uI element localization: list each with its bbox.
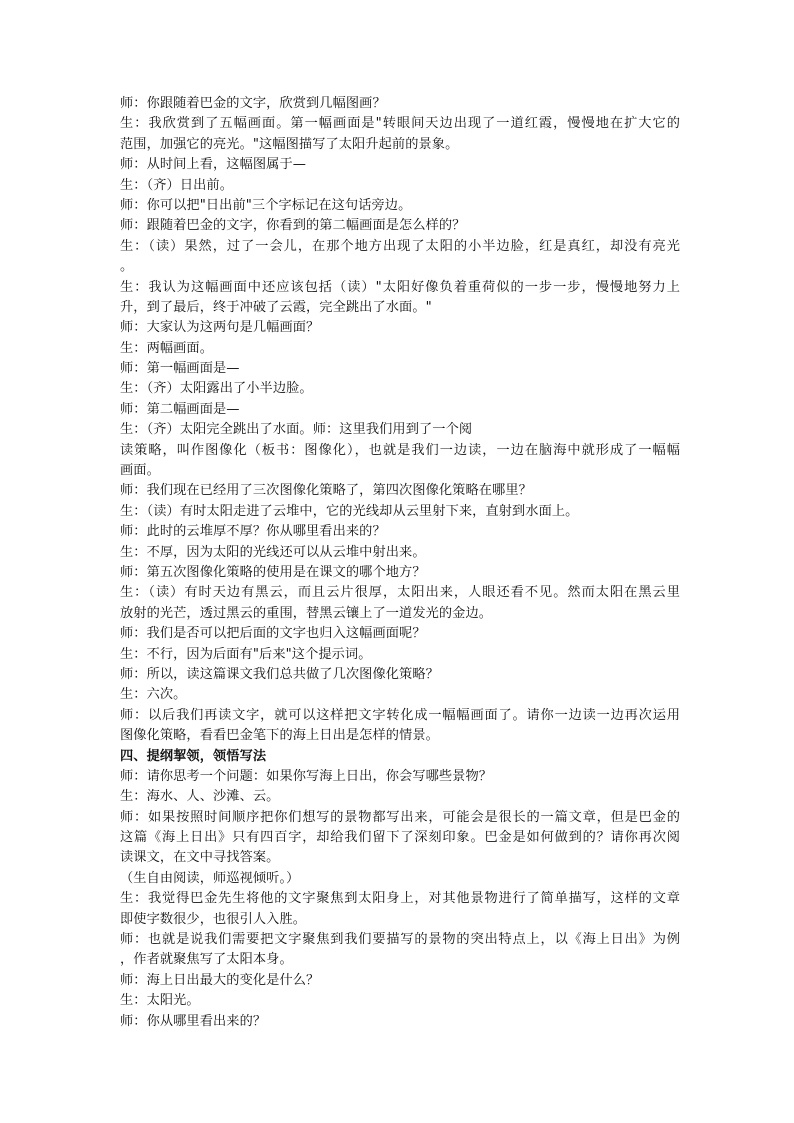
text-line: 生：（齐）太阳完全跳出了水面。师：这里我们用到了一个阅 bbox=[120, 422, 473, 438]
text-line: 师：也就是说我们需要把文字聚焦到我们要描写的景物的突出特点上，以《海上日出》为例 bbox=[120, 932, 680, 948]
text-line: 师：你可以把"日出前"三个字标记在这句话旁边。 bbox=[120, 197, 412, 213]
text-line: 生：（读）有时天边有黑云，而且云片很厚，太阳出来，人眼还看不见。然而太阳在黑云里 bbox=[120, 585, 680, 601]
text-line: 即使字数很少，也很引人入胜。 bbox=[120, 911, 307, 927]
text-line: 师：此时的云堆厚不厚？你从哪里看出来的？ bbox=[120, 524, 386, 540]
text-line: （生自由阅读，师巡视倾听。） bbox=[120, 870, 300, 886]
text-line: 师：如果按照时间顺序把你们想写的景物都写出来，可能会是很长的一篇文章，但是巴金的 bbox=[120, 809, 680, 825]
text-line: 放射的光芒，透过黑云的重围，替黑云镶上了一道发光的金边。 bbox=[120, 605, 493, 621]
text-line: ，作者就聚焦写了太阳本身。 bbox=[120, 952, 293, 968]
text-line: 生：海水、人、沙滩、云。 bbox=[120, 789, 280, 805]
text-line: 师：第五次图像化策略的使用是在课文的哪个地方？ bbox=[120, 564, 426, 580]
text-line: 师：跟随着巴金的文字，你看到的第二幅画面是怎么样的？ bbox=[120, 218, 466, 234]
text-line: 读策略，叫作图像化（板书：图像化），也就是我们一边读，一边在脑海中就形成了一幅幅 bbox=[120, 442, 680, 458]
text-line: 师：你跟随着巴金的文字，欣赏到几幅图画？ bbox=[120, 96, 386, 111]
text-line: 生：两幅画面。 bbox=[120, 340, 214, 356]
text-line: 图像化策略，看看巴金笔下的海上日出是怎样的情景。 bbox=[120, 728, 439, 744]
text-line: 生：太阳光。 bbox=[120, 993, 200, 1009]
text-line: 画面。 bbox=[120, 463, 160, 479]
text-line: 师：所以，读这篇课文我们总共做了几次图像化策略？ bbox=[120, 666, 439, 682]
text-line: 生：（齐）太阳露出了小半边脸。 bbox=[120, 381, 313, 397]
text-line: 师：大家认为这两句是几幅画面？ bbox=[120, 320, 320, 336]
text-line: 师：海上日出最大的变化是什么？ bbox=[120, 972, 320, 988]
section-heading: 四、提纲挈领，领悟写法 bbox=[120, 748, 267, 764]
text-line: 师：第一幅画面是— bbox=[120, 361, 240, 377]
text-line: 师：从时间上看，这幅图属于— bbox=[120, 157, 307, 173]
text-line: 范围，加强它的亮光。"这幅图描写了太阳升起前的景象。 bbox=[120, 136, 459, 152]
text-line: 师：你从哪里看出来的？ bbox=[120, 1013, 267, 1029]
text-line: 师：第二幅画面是— bbox=[120, 401, 240, 417]
document-body bbox=[120, 94, 680, 1032]
text-line: 生：（读）有时太阳走进了云堆中，它的光线却从云里射下来，直射到水面上。 bbox=[120, 503, 579, 519]
text-line: 生：（读）果然，过了一会儿，在那个地方出现了太阳的小半边脸，红是真红，却没有亮光 bbox=[120, 238, 680, 254]
text-line: 这篇《海上日出》只有四百字，却给我们留下了深刻印象。巴金是如何做到的？请你再次阅 bbox=[120, 830, 680, 846]
text-line: 生：不行，因为后面有"后来"这个提示词。 bbox=[120, 646, 372, 662]
text-line: 师：我们现在已经用了三次图像化策略了，第四次图像化策略在哪里？ bbox=[120, 483, 532, 499]
text-line: 生：我欣赏到了五幅画面。第一幅画面是"转眼间天边出现了一道红霞，慢慢地在扩大它的 bbox=[120, 116, 680, 132]
text-line: 生：不厚，因为太阳的光线还可以从云堆中射出来。 bbox=[120, 544, 426, 560]
text-line: 生：（齐）日出前。 bbox=[120, 177, 233, 193]
text-line: 师：我们是否可以把后面的文字也归入这幅画面呢？ bbox=[120, 626, 426, 642]
text-line: 师：以后我们再读文字，就可以这样把文字转化成一幅幅画面了。请你一边读一边再次运用 bbox=[120, 707, 680, 723]
text-line: 。 bbox=[120, 259, 134, 275]
text-line: 升，到了最后，终于冲破了云霞，完全跳出了水面。" bbox=[120, 299, 432, 315]
text-line: 读课文，在文中寻找答案。 bbox=[120, 850, 280, 866]
text-line: 师：请你思考一个问题：如果你写海上日出，你会写哪些景物？ bbox=[120, 768, 493, 784]
text-line: 生：我认为这幅画面中还应该包括（读）"太阳好像负着重荷似的一步一步，慢慢地努力上 bbox=[120, 279, 680, 295]
text-line: 生：六次。 bbox=[120, 687, 187, 703]
text-line: 生：我觉得巴金先生将他的文字聚焦到太阳身上，对其他景物进行了简单描写，这样的文章 bbox=[120, 891, 680, 907]
